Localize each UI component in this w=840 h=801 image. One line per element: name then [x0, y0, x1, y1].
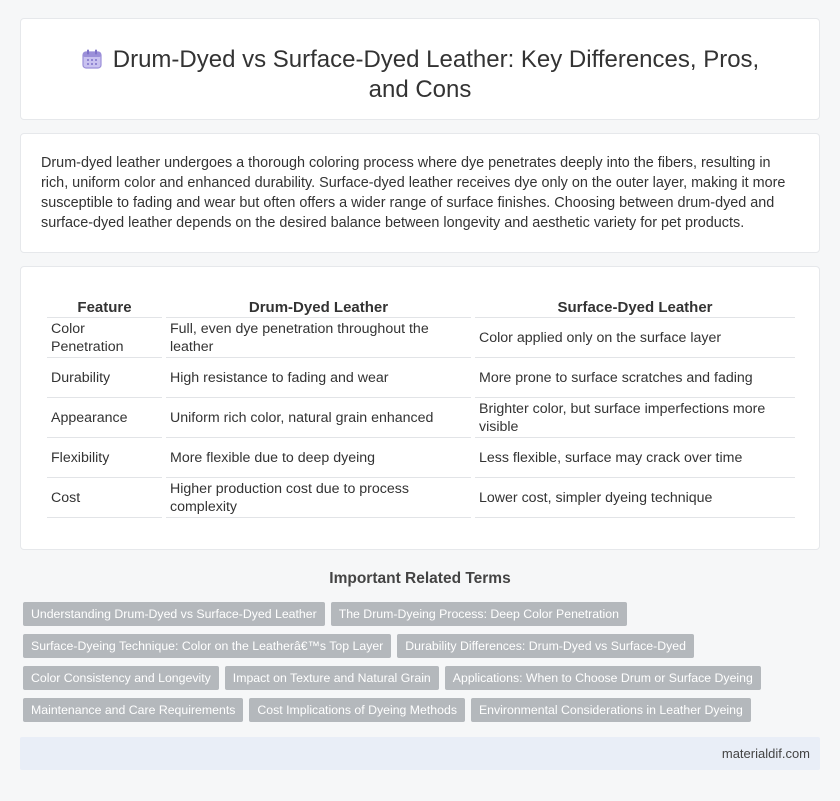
related-term-tag[interactable]: Applications: When to Choose Drum or Surface Dyeing: [445, 666, 761, 690]
surface-dyed-cell: Color applied only on the surface layer: [475, 318, 795, 358]
related-term-tag[interactable]: Color Consistency and Longevity: [23, 666, 219, 690]
feature-cell: Cost: [47, 478, 162, 518]
related-term-tag[interactable]: Understanding Drum-Dyed vs Surface-Dyed Leather: [23, 602, 325, 626]
title-card: [20, 18, 820, 120]
drum-dyed-cell: Higher production cost due to process complexity: [166, 478, 471, 518]
table-row: [47, 358, 795, 398]
tag-row: [23, 698, 823, 730]
tag-row: [23, 634, 823, 666]
related-term-tag[interactable]: Impact on Texture and Natural Grain: [225, 666, 439, 690]
feature-cell: Flexibility: [47, 438, 162, 478]
intro-card: [20, 133, 820, 253]
surface-dyed-cell: Brighter color, but surface imperfections more visible: [475, 398, 795, 438]
drum-dyed-cell: Full, even dye penetration throughout the leather: [166, 318, 471, 358]
calendar-icon: [81, 48, 103, 70]
related-term-tag[interactable]: Surface-Dyeing Technique: Color on the Leatherâ€™s Top Layer: [23, 634, 391, 658]
surface-dyed-cell: Less flexible, surface may crack over time: [475, 438, 795, 478]
surface-dyed-cell: Lower cost, simpler dyeing technique: [475, 478, 795, 518]
page-title: [61, 45, 779, 105]
related-terms-list: [23, 602, 823, 730]
page-title-text: Drum-Dyed vs Surface-Dyed Leather: Key Differences, Pros, and Cons: [112, 46, 760, 103]
comparison-card: [20, 266, 820, 550]
drum-dyed-cell: High resistance to fading and wear: [166, 358, 471, 398]
related-term-tag[interactable]: Environmental Considerations in Leather Dyeing: [471, 698, 751, 722]
tag-row: [23, 602, 823, 634]
drum-dyed-cell: Uniform rich color, natural grain enhanced: [166, 398, 471, 438]
related-term-tag[interactable]: Cost Implications of Dyeing Methods: [249, 698, 465, 722]
tag-row: [23, 666, 823, 698]
related-term-tag[interactable]: Maintenance and Care Requirements: [23, 698, 243, 722]
table-row: [47, 398, 795, 438]
footer: [20, 737, 820, 770]
feature-cell: Color Penetration: [47, 318, 162, 358]
table-row: [47, 478, 795, 518]
header-drum-dyed: Drum-Dyed Leather: [166, 294, 471, 318]
intro-paragraph: Drum-dyed leather undergoes a thorough coloring process where dye penetrates deeply into the fibers, resulting in rich, uniform color and enhanced durability. Surface-dyed leather receives dye only on the outer layer, making it more susceptible to fading and wear but often offers a wider range of surface finishes. Choosing between drum-dyed and surface-dyed leather depends on the desired balance between longevity and aesthetic variety for pet products.: [41, 155, 786, 231]
related-terms-heading: Important Related Terms: [329, 570, 511, 587]
header-surface-dyed: Surface-Dyed Leather: [475, 294, 795, 318]
table-row: [47, 438, 795, 478]
footer-site-link[interactable]: materialdif.com: [721, 746, 810, 761]
comparison-table: [43, 294, 799, 518]
feature-cell: Appearance: [47, 398, 162, 438]
related-term-tag[interactable]: Durability Differences: Drum-Dyed vs Surface-Dyed: [397, 634, 694, 658]
header-feature: Feature: [47, 294, 162, 318]
feature-cell: Durability: [47, 358, 162, 398]
surface-dyed-cell: More prone to surface scratches and fading: [475, 358, 795, 398]
table-header-row: [47, 294, 795, 318]
table-row: [47, 318, 795, 358]
drum-dyed-cell: More flexible due to deep dyeing: [166, 438, 471, 478]
related-term-tag[interactable]: The Drum-Dyeing Process: Deep Color Penetration: [331, 602, 627, 626]
